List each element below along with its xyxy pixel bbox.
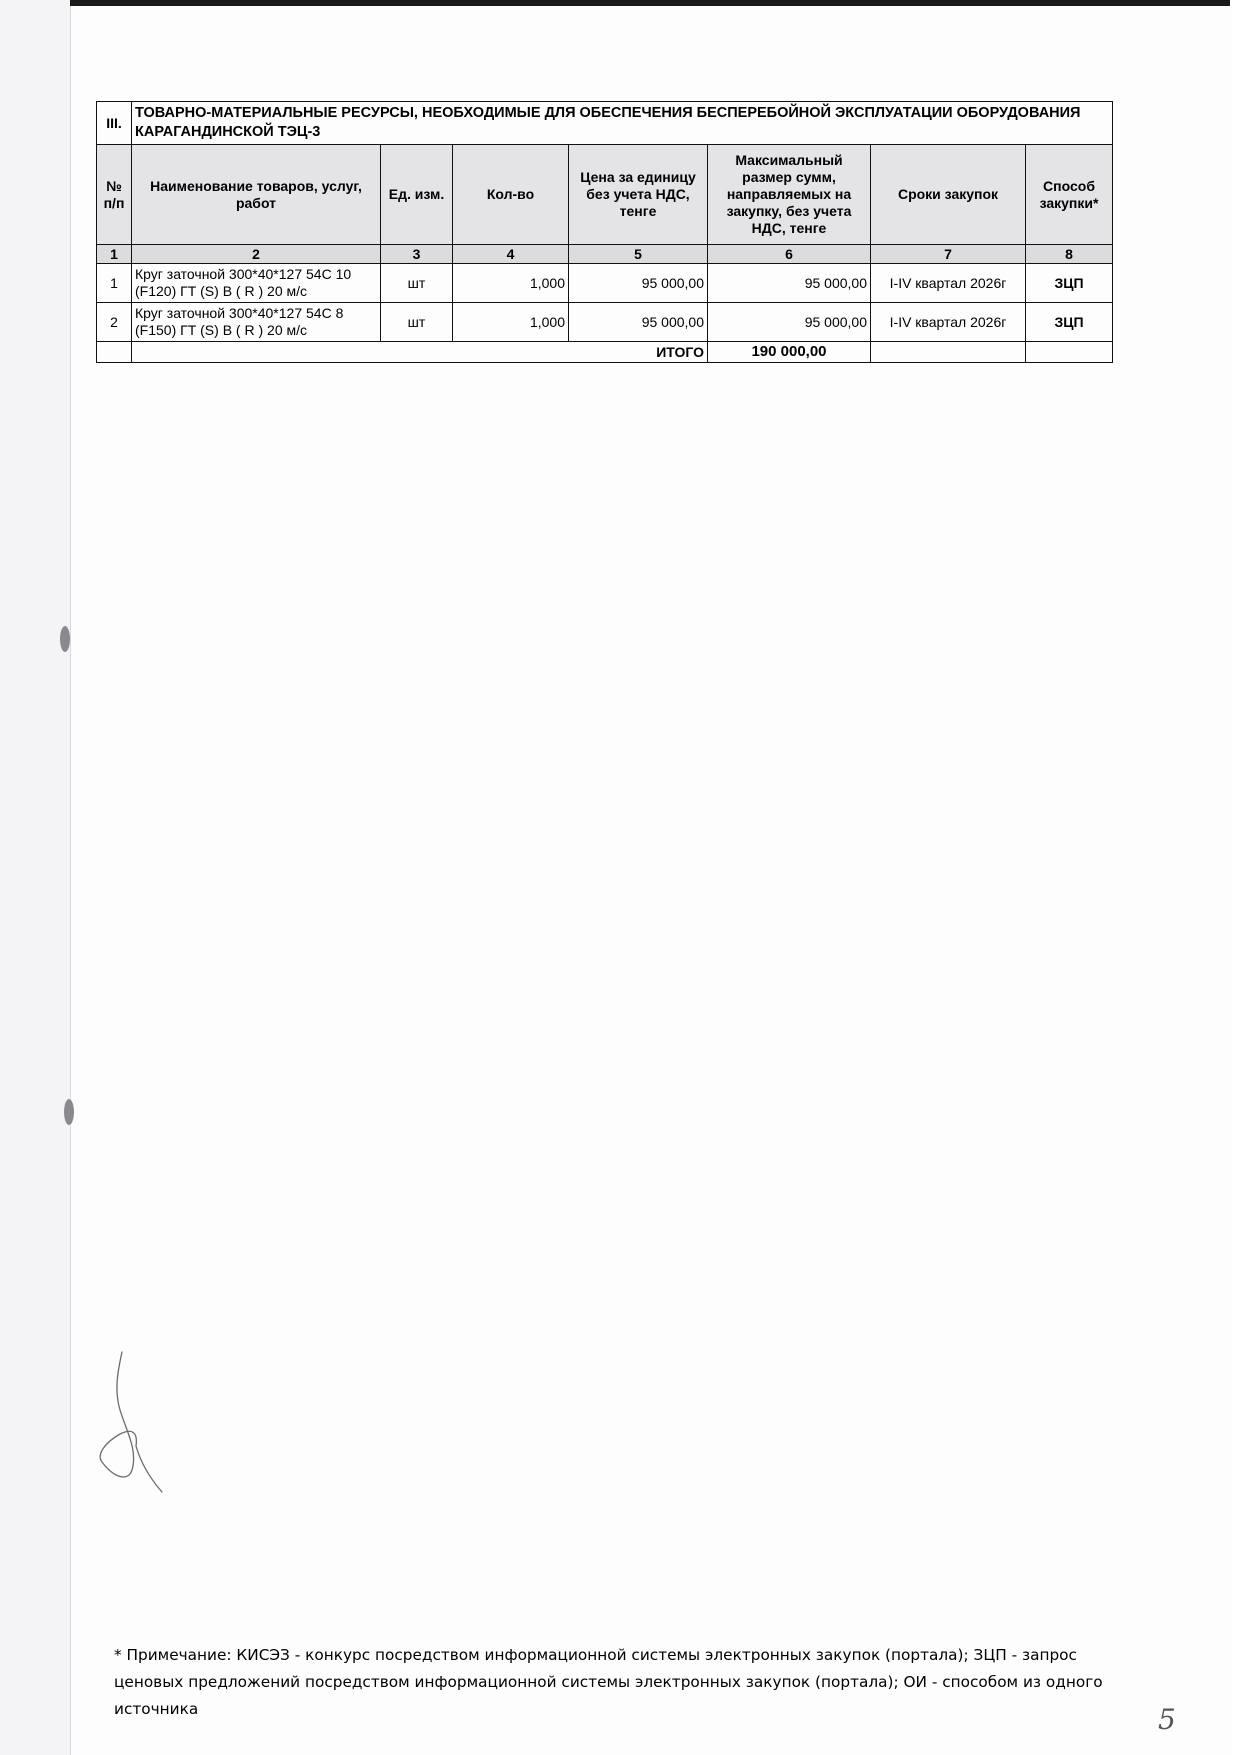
section-title: ТОВАРНО-МАТЕРИАЛЬНЫЕ РЕСУРСЫ, НЕОБХОДИМЫЕ ДЛЯ ОБЕСПЕЧЕНИЯ БЕСПЕРЕБОЙНОЙ ЭКСПЛУАТАЦИИ ОБОРУДОВАНИЯ КАРАГАНДИНСКОЙ ТЭЦ-3 [132,102,1113,145]
total-empty-cell [97,342,132,363]
item-method: ЗЦП [1026,264,1113,303]
total-value: 190 000,00 [708,342,871,363]
item-period: I-IV квартал 2026г [871,264,1026,303]
column-index: 4 [453,245,569,264]
header-cell-method: Способ закупки* [1026,145,1113,245]
row-number: 1 [97,264,132,303]
item-unit: шт [381,264,453,303]
punch-hole [64,1099,74,1125]
column-index-row [97,245,1113,264]
footnote: * Примечание: КИСЭЗ - конкурс посредством информационной системы электронных закупок (портала); ЗЦП - запрос ценовых предложений посредством информационной системы электронных закупок (портала); ОИ - способом из одного источника [114,1646,1103,1718]
item-quantity: 1,000 [453,303,569,342]
total-label: ИТОГО [132,342,708,363]
column-index: 5 [569,245,708,264]
column-index: 6 [708,245,871,264]
header-cell-name: Наименование товаров, услуг, работ [132,145,381,245]
column-index: 8 [1026,245,1113,264]
item-unit: шт [381,303,453,342]
column-index: 2 [132,245,381,264]
table-header-row [97,145,1113,245]
header-cell-period: Сроки закупок [871,145,1026,245]
item-name: Круг заточной 300*40*127 54С 8 (F150) ГТ (S) В ( R ) 20 м/с [132,303,381,342]
item-period: I-IV квартал 2026г [871,303,1026,342]
section-title-row [97,102,1113,145]
item-price: 95 000,00 [569,303,708,342]
column-index: 7 [871,245,1026,264]
item-max-sum: 95 000,00 [708,303,871,342]
item-price: 95 000,00 [569,264,708,303]
header-cell-number: № п/п [97,145,132,245]
header-cell-quantity: Кол-во [453,145,569,245]
total-empty-cell [1026,342,1113,363]
page-number: 5 [1158,1703,1176,1736]
column-index: 1 [97,245,132,264]
scan-left-margin [0,0,71,1755]
item-name: Круг заточной 300*40*127 54С 10 (F120) ГТ (S) В ( R ) 20 м/с [132,264,381,303]
item-max-sum: 95 000,00 [708,264,871,303]
table-row [97,303,1113,342]
total-row [97,342,1113,363]
header-cell-unit: Ед. изм. [381,145,453,245]
table-row [97,264,1113,303]
row-number: 2 [97,303,132,342]
handwritten-signature [92,1350,172,1495]
total-empty-cell [871,342,1026,363]
procurement-table [96,101,1113,363]
item-method: ЗЦП [1026,303,1113,342]
column-index: 3 [381,245,453,264]
punch-hole [60,626,70,652]
section-number: III. [97,102,132,145]
header-cell-max-sum: Максимальный размер сумм, направляемых на закупку, без учета НДС, тенге [708,145,871,245]
item-quantity: 1,000 [453,264,569,303]
header-cell-price: Цена за единицу без учета НДС, тенге [569,145,708,245]
